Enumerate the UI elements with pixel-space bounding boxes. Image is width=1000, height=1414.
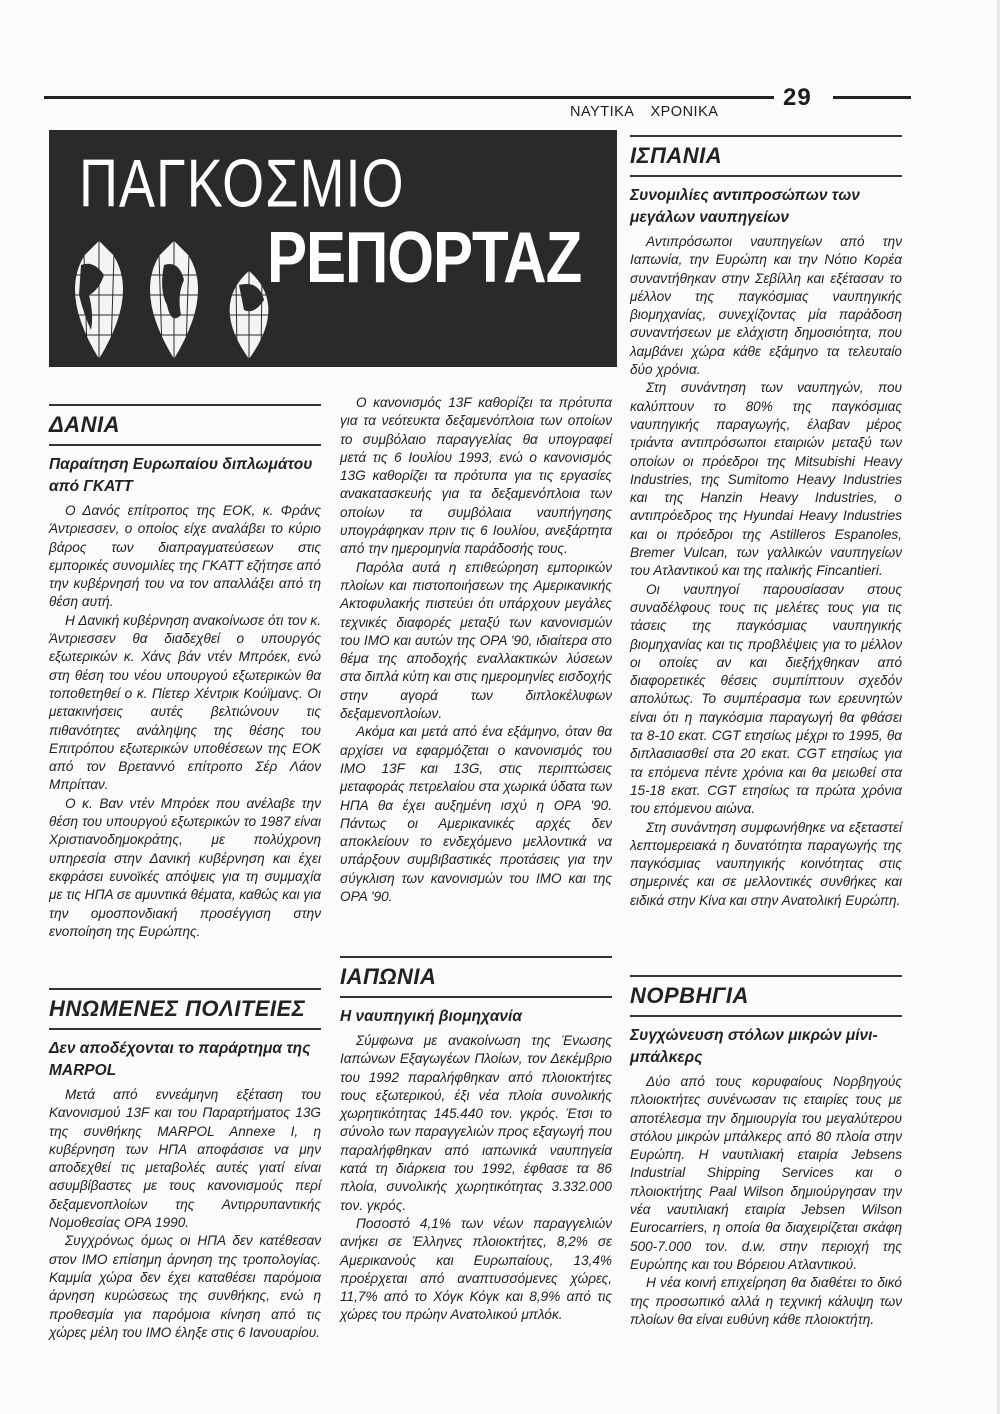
column-1 bbox=[49, 404, 321, 1340]
journal-word-2: ΧΡΟΝΙΚΑ bbox=[650, 104, 719, 120]
rule bbox=[49, 988, 321, 990]
paragraph: Ο Δανός επίτροπος της ΕΟΚ, κ. Φράνς Άντριεσσεν, ο οποίος είχε αναλάβει το κύριο βάρος των διαπραγματεύσεων στις εμπορικές συνομιλίες της ΓΚΑΤΤ εζήτησε από την κυβέρνησή του να τον απαλλάξει από τη θέση αυτή. bbox=[49, 503, 321, 610]
article-headline: Δεν αποδέχονται το παράρτημα της MARPOL bbox=[49, 1040, 311, 1079]
rule bbox=[340, 996, 612, 998]
banner-title-line2: ΡΕΠΟΡΤΑΖ bbox=[267, 217, 582, 298]
paragraph: Στη συνάντηση των ναυπηγών, που καλύπτουν το 80% της παγκόσμιας ναυπηγικής παραγωγής, έλαβαν μέρος τριάντα αντιπρόσωποι εταιριών μεταξύ των οποίων οι πρόεδροι της Mitsubishi Heavy Industries, της Sumitomo Heavy Industries και της Hanzin Heavy Industries, ο αντιπρόεδρος της Hyundai Heavy Industries και οι πρόεδροι της Astilleros Espanoles, Bremer Vulcan, των γαλλικών ναυπηγείων του Ατλαντικού και της ιταλικής Fincantieri. bbox=[630, 380, 902, 579]
paragraph: Δύο από τους κορυφαίους Νορβηγούς πλοιοκτήτες συνένωσαν τις εταιρίες τους με αποτέλεσμα την δημιουργία του μεγαλύτερου στόλου μικρών μπάλκερς από 80 πλοία στην Ευρώπη. Η ναυτιλιακή εταιρία Jebsens Industrial Shipping Services και ο πλοιοκτήτης Paal Wilson δημιούργησαν την νέα ναυτιλιακή εταιρία Jebsen Wilson Eurocarriers, η οποία θα διαχειρίζεται σκάφη 500-7.000 τον. d.w. στην περιοχή της Ευρώπης και του Βόρειου Ατλαντικού. bbox=[630, 1074, 902, 1272]
column-2 bbox=[340, 394, 612, 1323]
journal-title bbox=[570, 104, 734, 120]
page-number: 29 bbox=[783, 84, 812, 111]
article-denmark bbox=[49, 404, 321, 941]
paragraph: Ποσοστό 4,1% των νέων παραγγελιών ανήκει σε Έλληνες πλοιοκτήτες, 8,2% σε Αμερικανούς και Ευρωπαίους, 13,4% προέρχεται από αναπτυσσόμενες χώρες, 11,7% από το Χόγκ Κόγκ και 8,9% από τις χώρες του πρώην Ανατολικού μπλόκ. bbox=[340, 1215, 612, 1323]
article-headline: Παραίτηση Ευρωπαίου διπλωμάτου από ΓΚΑΤΤ bbox=[49, 456, 313, 495]
paragraph: Παρόλα αυτά η επιθεώρηση εμπορικών πλοίων και πιστοποιήσεων της Αμερικανικής Ακτοφυλακής πιστεύει ότι υπάρχουν μεγάλες τεχνικές διαφορές μεταξύ των κανονισμών του ΙΜΟ και αυτών της ΟΡΑ '90, ιδιαίτερα στο θέμα της αποδοχής εναλλακτικών λύσεων στα διπλά κύτη και στις ημερομηνίες εισδοχής στην αγορά των διπλοκέλυφων δεξαμενοπλοίων. bbox=[340, 559, 612, 722]
rule bbox=[630, 1015, 902, 1017]
paragraph: Σύμφωνα με ανακοίνωση της Ένωσης Ιαπώνων Εξαγωγέων Πλοίων, τον Δεκέμβριο του 1992 παραλήφθηκαν από πλοιοκτήτες τους εξωτερικού, έξι νέα πλοία συνολικής χωρητικότητας 145.440 τον. γκρός. Έτσι το σύνολο των παραγγελιών προς εξαγωγή που παραλήφθηκαν από ιαπωνικά ναυπηγεία κατά τη διάρκεια του 1992, έφθασε τα 86 πλοία, συνολικής χωρητικότητας 3.332.000 τον. γκρός. bbox=[340, 1033, 612, 1213]
article-headline: Συγχώνευση στόλων μικρών μίνι-μπάλκερς bbox=[630, 1027, 878, 1066]
column-3 bbox=[630, 135, 902, 1327]
article-headline: Η ναυπηγική βιομηχανία bbox=[340, 1008, 522, 1025]
paragraph: Ο κ. Βαν ντέν Μπρόεκ που ανέλαβε την θέση του υπουργού εξωτερικών το 1987 είναι Χριστιανοδημοκράτης, με πολύχρονη υπηρεσία στην Δανική κυβέρνηση και έχει εκφράσει ευνοϊκές απόψεις για τη συμμαχία με τις ΗΠΑ σε αμυντικά θέματα, καθώς και για την ομοσπονδιακή προσέγγιση στην ενοποίηση της Ευρώπης. bbox=[49, 795, 321, 939]
article-norway bbox=[630, 975, 902, 1329]
rule bbox=[49, 404, 321, 406]
country-heading: ΙΣΠΑΝΙΑ bbox=[630, 143, 723, 168]
header-rule-left bbox=[44, 96, 774, 99]
banner-title-line1: ΠΑΓΚΟΣΜΙΟ bbox=[79, 146, 405, 222]
header-rule-right bbox=[833, 96, 911, 99]
paragraph: Οι ναυπηγοί παρουσίασαν στους συναδέλφους τους τις μελέτες τους για τις τάσεις της παγκόσμιας ναυπηγικής βιομηχανίας και τις προβλέψεις για το μέλλον οι οποίες αν και διεξήχθηκαν από διαφορετικές θέσεις συμπίπτουν σχεδόν απολύτως. Το συμπέρασμα των ερευνητών είναι ότι η παγκόσμια παραγωγή θα φθάσει τα 8-10 εκατ. CGT ετησίως μέχρι το 1995, θα διπλασιασθεί στα 20 εκατ. CGT ετησίως για τα επόμενα πέντε χρόνια και θα μειωθεί στα 15-18 εκατ. CGT ετησίως τα πρώτα χρόνια του επόμενου αιώνα. bbox=[630, 581, 902, 817]
paragraph: Η νέα κοινή επιχείρηση θα διαθέτει το δικό της προσωπικό αλλά η τεχνική κάλυψη των πλοίων θα είναι ευθύνη κάθε πλοιοκτήτη. bbox=[630, 1275, 902, 1327]
rule bbox=[49, 444, 321, 446]
article-usa-continued bbox=[340, 394, 612, 906]
article-japan bbox=[340, 956, 612, 1325]
rule bbox=[49, 1028, 321, 1030]
country-heading: ΔΑΝΙΑ bbox=[49, 412, 121, 437]
journal-word-1: ΝΑΥΤΙΚΑ bbox=[570, 104, 635, 120]
country-heading: ΝΟΡΒΗΓΙΑ bbox=[630, 983, 749, 1008]
article-spain bbox=[630, 135, 902, 910]
rule bbox=[630, 175, 902, 177]
rule bbox=[340, 956, 612, 958]
rule bbox=[630, 975, 902, 977]
paragraph: Αντιπρόσωποι ναυπηγείων από την Ιαπωνία, την Ευρώπη και την Νότιο Κορέα συναντήθηκαν στην Σεβίλλη και εξέτασαν το μέλλον της παγκόσμιας ναυπηγικής βιομηχανίας, συνεχίζοντας μία παράδοση συναντήσεων με ελάχιστη δημοσιότητα, που λαμβάνει χώρα κάθε εξάμηνο τα τελευταίο δύο χρόνια. bbox=[630, 234, 902, 378]
article-headline: Συνομιλίες αντιπροσώπων των μεγάλων ναυπηγείων bbox=[630, 187, 860, 226]
paragraph: Ο κανονισμός 13F καθορίζει τα πρότυπα για τα νεότευκτα δεξαμενόπλοια των οποίων το συμβόλαιο παραγγελίας θα υπογραφεί μετά τις 6 Ιουλίου 1993, ενώ ο κανονισμός 13G καθορίζει τα πρότυπα για τις εργασίες ανακατασκευής για τα δεξαμενόπλοια των οποίων τα συμβόλαια ναυπήγησης υπογράφηκαν πριν τις 6 Ιουλίου, ανεξάρτητα από την ημερομηνία παράδοσής τους. bbox=[340, 395, 612, 557]
world-map-globes-icon bbox=[59, 235, 289, 365]
section-banner bbox=[49, 130, 617, 367]
paragraph: Συγχρόνως όμως οι ΗΠΑ δεν κατέθεσαν στον ΙΜΟ επίσημη άρνηση της τροπολογίας. Καμμία χώρα δεν έχει καταθέσει παρόμοια άρνηση κυρώσεως της συνθήκης, ενώ η προθεσμία για παρόμοια κίνηση από τις χώρες μέλη του ΙΜΟ έληξε στις 6 Ιανουαρίου. bbox=[49, 1233, 321, 1340]
paragraph: Η Δανική κυβέρνηση ανακοίνωσε ότι τον κ. Άντριεσσεν θα διαδεχθεί ο υπουργός εξωτερικών κ. Χάνς βάν ντέν Μπρόεκ, ενώ στη θέση του νέου υπουργού εξωτερικών θα τοποθετηθεί ο κ. Πίετερ Χέντρικ Κούϊμανς. Οι μετακινήσεις αυτές βελτιώνουν τις πιθανότητες ανάληψης της θέσης του Επιτρόπου εξωτερικών υποθέσεων της ΕΟΚ από τον Βρεταννό επίτροπο Σέρ Λάον Μπρίτταν. bbox=[49, 612, 321, 793]
country-heading: ΙΑΠΩΝΙΑ bbox=[340, 964, 437, 989]
rule bbox=[630, 135, 902, 137]
paragraph: Στη συνάντηση συμφωνήθηκε να εξεταστεί λεπτομερειακά η δυνατότητα παραγωγής της παγκόσμιας ναυπηγικής κοινότητας στις σημερινές και σε μελλοντικές συνθήκες και ειδικά στην Κίνα και στην Ανατολική Ευρώπη. bbox=[630, 819, 902, 908]
paragraph: Μετά από εννεάμηνη εξέταση του Κανονισμού 13F και του Παραρτήματος 13G της συνθήκης MARPOL Annexe I, η κυβέρνηση των ΗΠΑ αποφάσισε να μην αποδεχθεί τις μεταβολές αυτές γιατί είναι ασυμβίβαστες με τους κανονισμούς περί δεξαμενοπλοίων της Αντιρρυπαντικής Νομοθεσίας ΟΡΑ 1990. bbox=[49, 1087, 321, 1231]
paragraph: Ακόμα και μετά από ένα εξάμηνο, όταν θα αρχίσει να εφαρμόζεται ο κανονισμός του ΙΜΟ 13F και 13G, στις περιπτώσεις μεταφοράς πετρελαίου στα χωρικά ύδατα των ΗΠΑ θα έχει αυξημένη ισχύ η ΟΡΑ '90. Πάντως οι Αμερικανικές αρχές δεν αποκλείουν το ενδεχόμενο μελλοντικά να υπάρξουν συμβιβαστικές προτάσεις για την σύγκλιση των κανονισμών του ΙΜΟ και της ΟΡΑ '90. bbox=[340, 724, 612, 905]
country-heading: ΗΝΩΜΕΝΕΣ ΠΟΛΙΤΕΙΕΣ bbox=[49, 996, 306, 1021]
article-usa bbox=[49, 988, 321, 1342]
